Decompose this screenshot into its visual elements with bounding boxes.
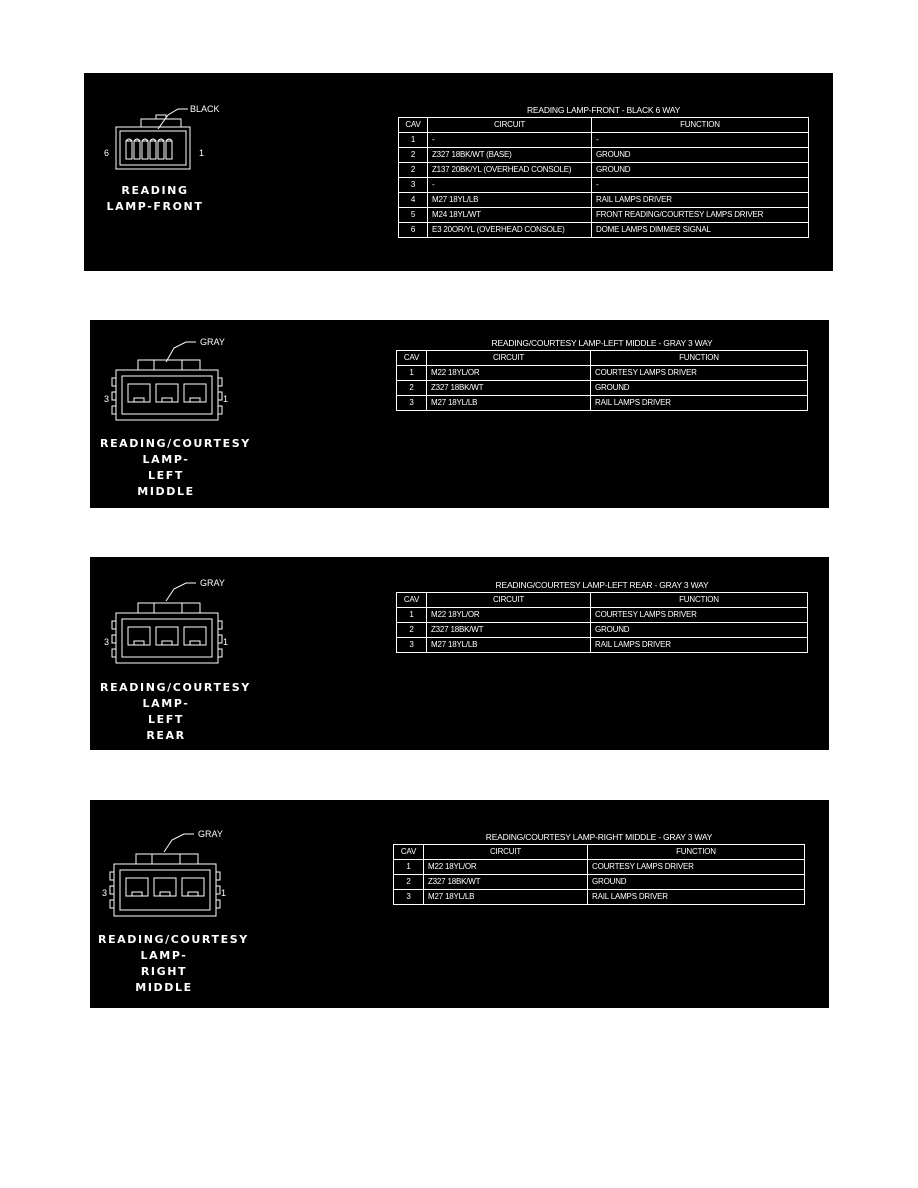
connector-name: [98, 932, 249, 996]
table-title: READING LAMP-FRONT - BLACK 6 WAY: [526, 105, 681, 115]
connector-name-line: RIGHT: [140, 965, 188, 978]
cav-cell: 5: [399, 208, 428, 223]
table-row: [397, 381, 808, 396]
table-row: [399, 208, 809, 223]
circuit-cell: E3 20OR/YL (OVERHEAD CONSOLE): [428, 223, 592, 238]
circuit-cell: M22 18YL/OR: [424, 860, 588, 875]
col-header-function: FUNCTION: [588, 845, 805, 860]
col-header-circuit: CIRCUIT: [427, 351, 591, 366]
connector-color-label: GRAY: [200, 578, 225, 588]
function-cell: -: [592, 178, 809, 193]
table-row: [394, 860, 805, 875]
col-header-function: FUNCTION: [591, 351, 808, 366]
table-title: READING/COURTESY LAMP-RIGHT MIDDLE - GRAY 3 WAY: [485, 832, 713, 842]
cav-cell: 1: [397, 366, 427, 381]
function-cell: GROUND: [588, 875, 805, 890]
connector-name-line: LEFT: [148, 713, 184, 726]
table-header-row: [397, 593, 808, 608]
cav-cell: 4: [399, 193, 428, 208]
col-header-function: FUNCTION: [591, 593, 808, 608]
table-header-row: [399, 118, 809, 133]
table-row: [399, 133, 809, 148]
col-header-function: FUNCTION: [592, 118, 809, 133]
connector-body: [116, 127, 190, 169]
cav-cell: 3: [394, 890, 424, 905]
circuit-cell: Z327 18BK/WT (BASE): [428, 148, 592, 163]
function-cell: RAIL LAMPS DRIVER: [592, 193, 809, 208]
table-row: [397, 366, 808, 381]
connector-name-line: READING/COURTESY: [98, 933, 249, 946]
pin-label-right: 1: [199, 148, 205, 158]
circuit-cell: -: [428, 133, 592, 148]
connector-latch: [136, 854, 198, 864]
connector-panel-reading-lamp-front: [84, 73, 833, 271]
circuit-cell: M27 18YL/LB: [427, 638, 591, 653]
circuit-cell: M27 18YL/LB: [427, 396, 591, 411]
cav-cell: 3: [397, 638, 427, 653]
pinout-table-block: [398, 103, 809, 238]
col-header-cav: CAV: [394, 845, 424, 860]
connector-body: [114, 864, 216, 916]
connector-cavities: [128, 384, 206, 402]
connector-latch: [138, 603, 200, 613]
col-header-circuit: CIRCUIT: [428, 118, 592, 133]
table-row: [397, 623, 808, 638]
col-header-circuit: CIRCUIT: [424, 845, 588, 860]
function-cell: GROUND: [591, 381, 808, 396]
pinout-table-block: [393, 830, 805, 905]
table-row: [397, 396, 808, 411]
circuit-cell: M27 18YL/LB: [424, 890, 588, 905]
connector-color-label: GRAY: [200, 337, 225, 347]
connector-name-line: READING: [121, 184, 189, 197]
pin-label-right: 1: [221, 888, 227, 898]
connector-name-line: READING/COURTESY: [100, 437, 251, 450]
cav-cell: 1: [399, 133, 428, 148]
color-leader-line: [166, 342, 196, 362]
pin-label-right: 1: [223, 637, 229, 647]
cav-cell: 2: [394, 875, 424, 890]
connector-name-line: MIDDLE: [135, 981, 193, 994]
connector-cavities: [128, 627, 206, 645]
pin-label-left: 3: [104, 637, 110, 647]
function-cell: DOME LAMPS DIMMER SIGNAL: [592, 223, 809, 238]
connector-panel-left-middle: [90, 320, 829, 508]
table-header-row: [397, 351, 808, 366]
connector-name-line: LAMP-: [140, 949, 188, 962]
cav-cell: 6: [399, 223, 428, 238]
table-row: [399, 178, 809, 193]
function-cell: COURTESY LAMPS DRIVER: [591, 366, 808, 381]
table-title: READING/COURTESY LAMP-LEFT REAR - GRAY 3 WAY: [495, 580, 709, 590]
function-cell: COURTESY LAMPS DRIVER: [588, 860, 805, 875]
circuit-cell: -: [428, 178, 592, 193]
col-header-cav: CAV: [397, 351, 427, 366]
function-cell: COURTESY LAMPS DRIVER: [591, 608, 808, 623]
connector-name: [100, 436, 251, 500]
pin-label-left: 3: [102, 888, 108, 898]
connector-name-line: LAMP-: [142, 453, 190, 466]
function-cell: -: [592, 133, 809, 148]
col-header-cav: CAV: [399, 118, 428, 133]
function-cell: GROUND: [592, 148, 809, 163]
circuit-cell: M22 18YL/OR: [427, 366, 591, 381]
pin-label-left: 3: [104, 394, 110, 404]
connector-name-line: LEFT: [148, 469, 184, 482]
connector-name-line: LAMP-FRONT: [106, 200, 204, 213]
pin-label-left: 6: [104, 148, 110, 158]
table-row: [394, 875, 805, 890]
circuit-cell: M24 18YL/WT: [428, 208, 592, 223]
function-cell: GROUND: [591, 623, 808, 638]
table-header-row: [394, 845, 805, 860]
col-header-cav: CAV: [397, 593, 427, 608]
pinout-table: [396, 350, 808, 411]
circuit-cell: M27 18YL/LB: [428, 193, 592, 208]
circuit-cell: Z327 18BK/WT: [427, 381, 591, 396]
table-row: [394, 890, 805, 905]
circuit-cell: M22 18YL/OR: [427, 608, 591, 623]
pinout-table: [393, 844, 805, 905]
connector-body: [116, 613, 218, 663]
connector-cavities: [126, 878, 204, 896]
table-row: [397, 608, 808, 623]
connector-cavities: [126, 141, 172, 159]
pin-label-right: 1: [223, 394, 229, 404]
color-leader-line: [166, 583, 196, 601]
pinout-table-block: [396, 336, 808, 411]
cav-cell: 3: [397, 396, 427, 411]
connector-3-way-drawing: [90, 800, 290, 920]
cav-cell: 1: [397, 608, 427, 623]
table-row: [399, 163, 809, 178]
connector-name: [104, 183, 206, 215]
table-title: READING/COURTESY LAMP-LEFT MIDDLE - GRAY 3 WAY: [491, 338, 713, 348]
connector-name: [100, 680, 251, 744]
pinout-table: [398, 117, 809, 238]
connector-name-line: READING/COURTESY: [100, 681, 251, 694]
table-row: [399, 223, 809, 238]
cav-cell: 2: [397, 381, 427, 396]
cav-cell: 1: [394, 860, 424, 875]
connector-latch: [141, 119, 181, 127]
table-row: [399, 148, 809, 163]
connector-color-label: BLACK: [190, 104, 220, 114]
connector-name-line: LAMP-: [142, 697, 190, 710]
cav-cell: 3: [399, 178, 428, 193]
connector-color-label: GRAY: [198, 829, 223, 839]
table-row: [399, 193, 809, 208]
cav-cell: 2: [397, 623, 427, 638]
connector-body: [116, 370, 218, 420]
color-leader-line: [164, 834, 194, 852]
circuit-cell: Z327 18BK/WT: [427, 623, 591, 638]
function-cell: FRONT READING/COURTESY LAMPS DRIVER: [592, 208, 809, 223]
cav-cell: 2: [399, 163, 428, 178]
table-row: [397, 638, 808, 653]
connector-panel-left-rear: [90, 557, 829, 750]
connector-3-way-drawing: [90, 557, 290, 667]
pinout-table-block: [396, 578, 808, 653]
connector-3-way-drawing: [90, 320, 290, 430]
col-header-circuit: CIRCUIT: [427, 593, 591, 608]
connector-name-line: REAR: [146, 729, 186, 742]
function-cell: RAIL LAMPS DRIVER: [591, 396, 808, 411]
circuit-cell: Z327 18BK/WT: [424, 875, 588, 890]
pinout-table: [396, 592, 808, 653]
function-cell: RAIL LAMPS DRIVER: [588, 890, 805, 905]
function-cell: RAIL LAMPS DRIVER: [591, 638, 808, 653]
connector-panel-right-middle: [90, 800, 829, 1008]
connector-latch: [138, 360, 200, 370]
connector-name-line: MIDDLE: [137, 485, 195, 498]
function-cell: GROUND: [592, 163, 809, 178]
circuit-cell: Z137 20BK/YL (OVERHEAD CONSOLE): [428, 163, 592, 178]
cav-cell: 2: [399, 148, 428, 163]
